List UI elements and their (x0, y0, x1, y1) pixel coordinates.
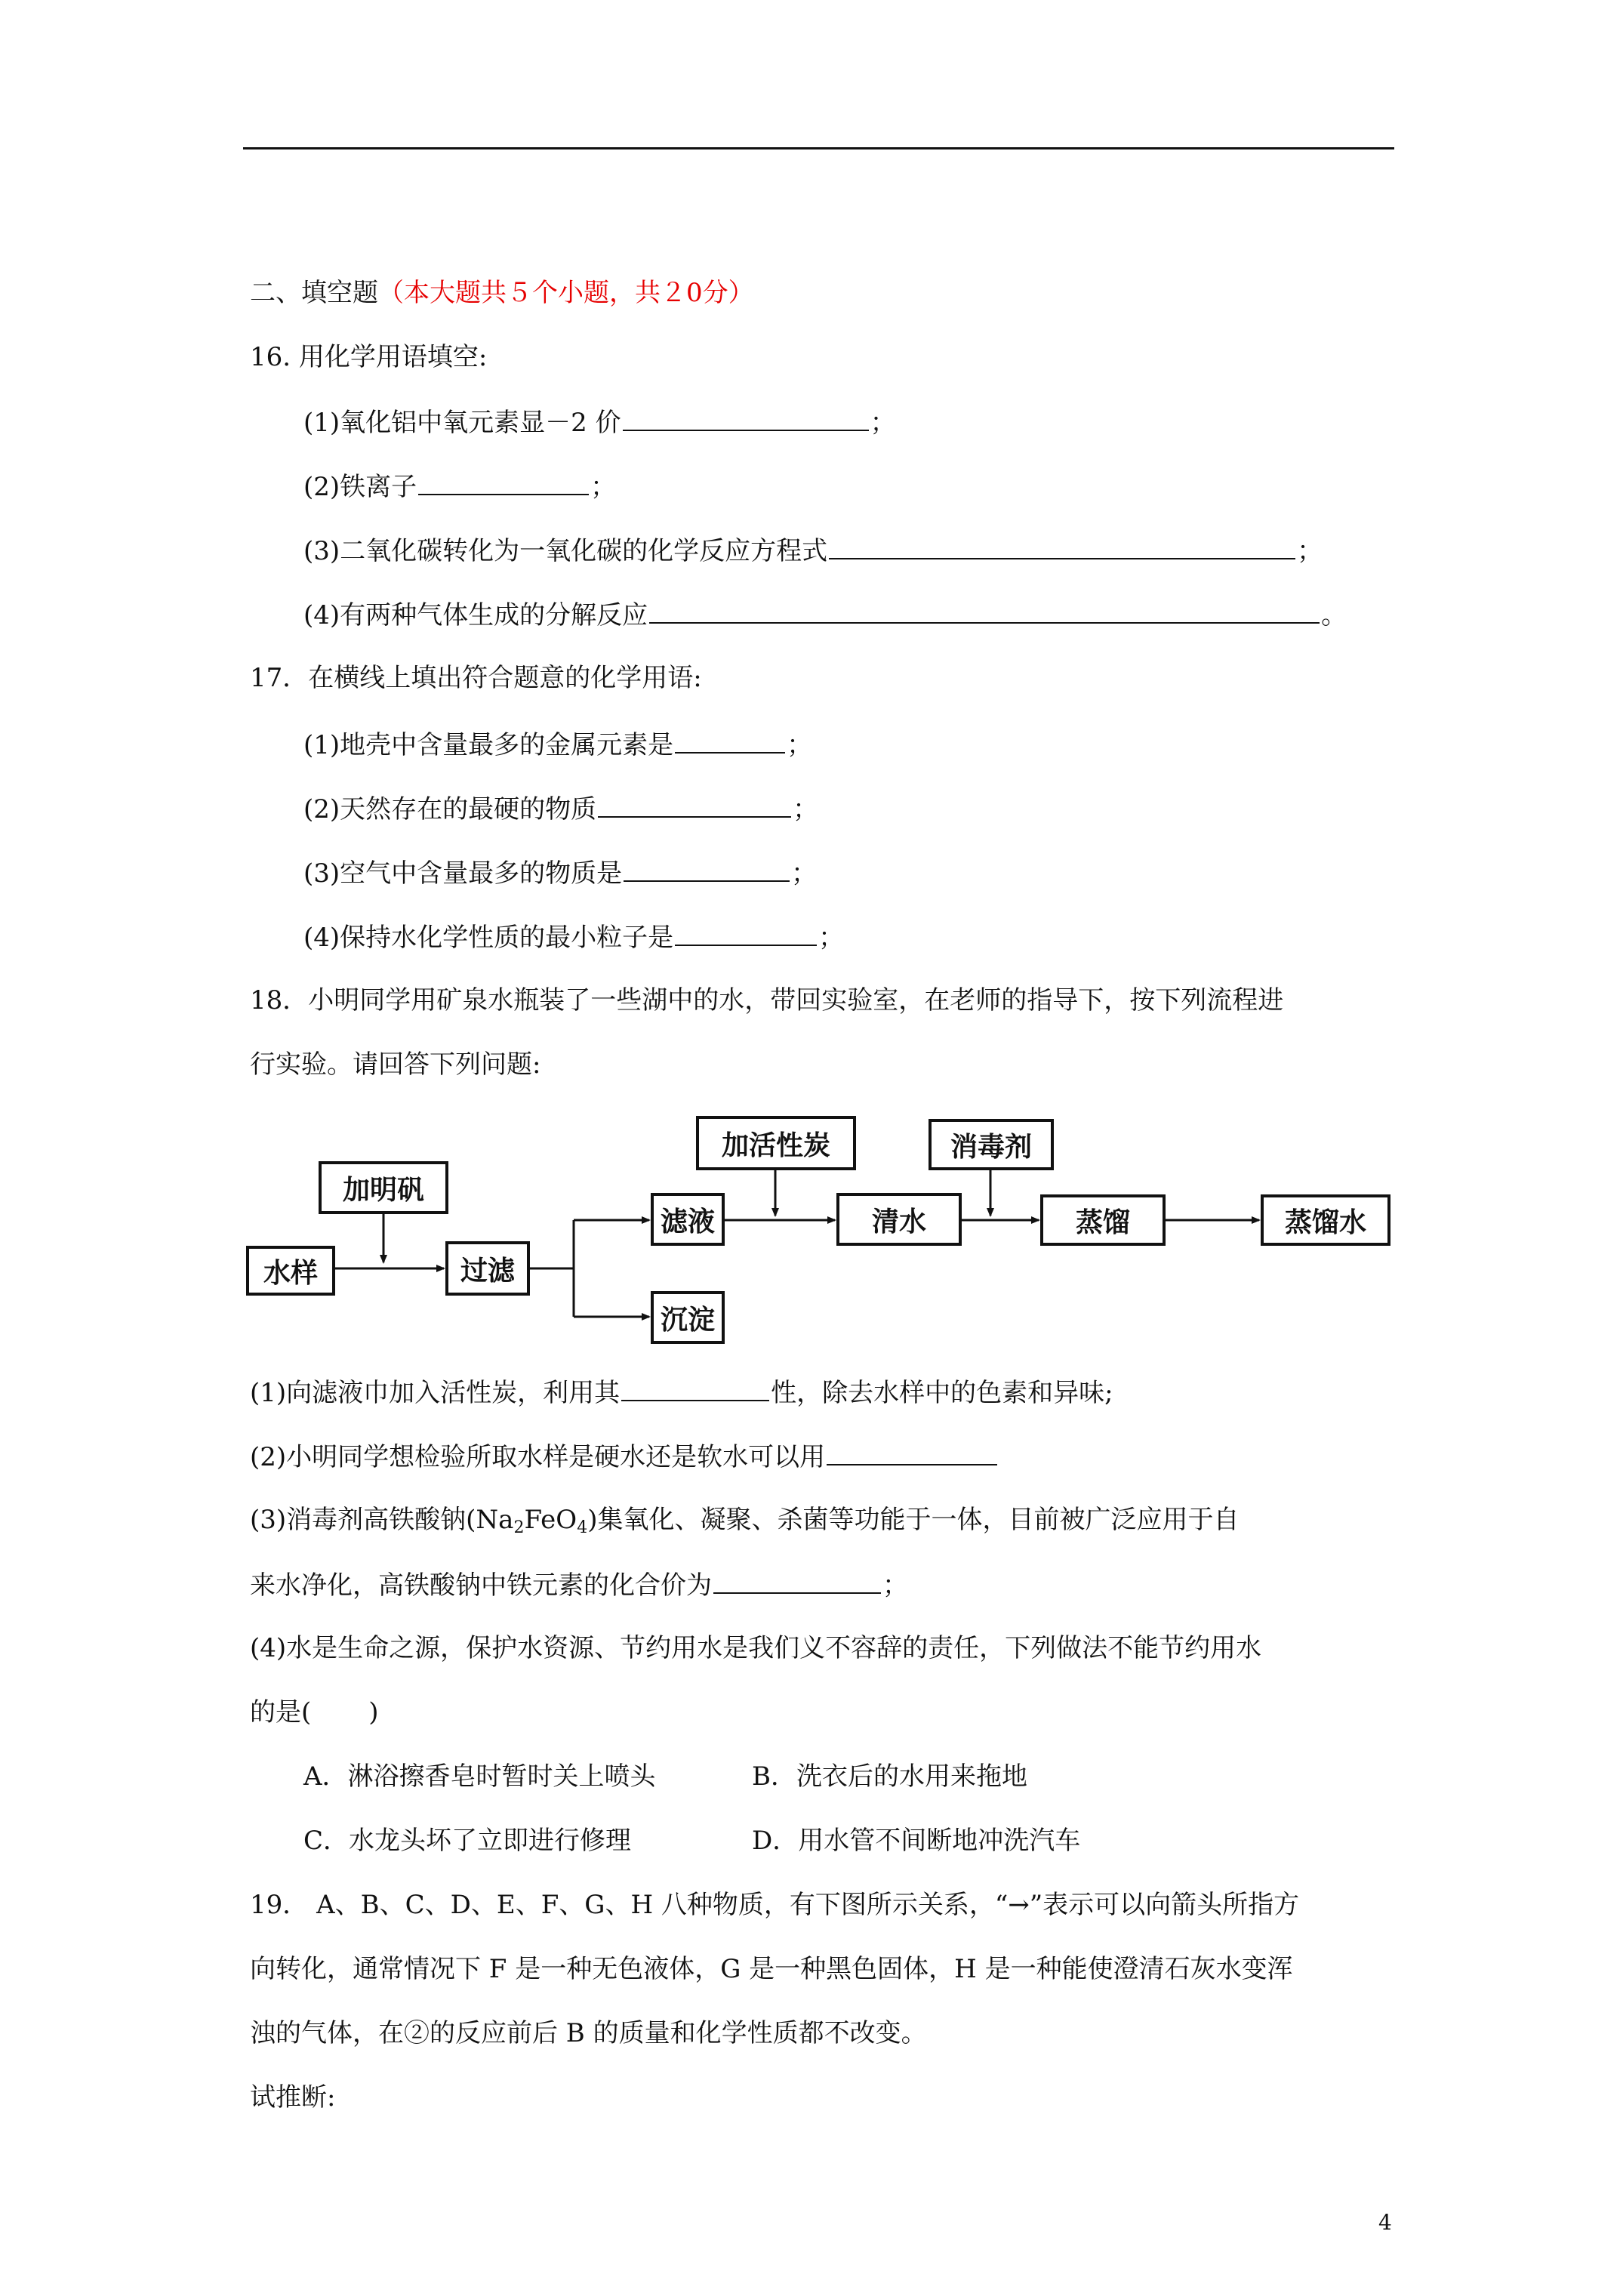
answer-blank[interactable] (829, 532, 1295, 559)
q16-item-4 (303, 596, 1347, 633)
box-precipitate: 沉淀 (651, 1291, 725, 1344)
answer-blank[interactable] (675, 726, 785, 754)
q18-stem-line2: 行实验。请回答下列问题: (250, 1049, 541, 1080)
q18-sub4-paren-close: ) (368, 1697, 379, 1727)
q17-item-2-text: (2)天然存在的最硬的物质 (303, 794, 597, 824)
q17-item-4-text: (4)保持水化学性质的最小粒子是 (303, 923, 674, 953)
q19-line4: 试推断: (250, 2082, 336, 2113)
q18-sub3-text-c: )集氧化、凝聚、杀菌等功能于一体，目前被广泛应用于自 (587, 1505, 1240, 1535)
q18-stem-line1: 18．小明同学用矿泉水瓶装了一些湖中的水，带回实验室，在老师的指导下，按下列流程进 (250, 985, 1284, 1015)
q16-item-3 (303, 532, 1323, 569)
q17-item-1 (303, 726, 812, 763)
box-distilled-water: 蒸馏水 (1261, 1194, 1390, 1246)
box-water-sample: 水样 (246, 1246, 335, 1296)
q18-sub3-text-b: FeO (524, 1505, 577, 1535)
q18-sub1-text-a: (1)向滤液巾加入活性炭，利用其 (250, 1378, 621, 1408)
q16-item-3-text: (3)二氧化碳转化为一氧化碳的化学反应方程式 (303, 536, 828, 566)
subscript: 2 (513, 1518, 525, 1537)
q18-sub1-text-b: 性，除去水样中的色素和异味; (771, 1378, 1113, 1408)
q18-sub3-line2 (250, 1567, 908, 1603)
header-rule (243, 147, 1394, 149)
q18-sub3-line1 (250, 1502, 1239, 1546)
box-distill: 蒸馏 (1040, 1194, 1166, 1246)
box-add-alum: 加明矾 (319, 1161, 448, 1214)
answer-blank[interactable] (598, 791, 791, 818)
q18-sub3-text-a: (3)消毒剂高铁酸钠(Na (250, 1505, 514, 1535)
q16-item-2-text: (2)铁离子 (303, 472, 417, 502)
q16-item-1 (303, 404, 896, 440)
q18-sub4-paren-open: 的是( (250, 1697, 312, 1727)
box-clear-water: 清水 (836, 1193, 962, 1246)
q18-sub2 (250, 1438, 999, 1475)
answer-blank[interactable] (623, 404, 869, 431)
q19-line3: 浊的气体，在②的反应前后 B 的质量和化学性质都不改变。 (250, 2018, 927, 2048)
q17-item-3 (303, 855, 817, 891)
q17-item-1-end: ； (787, 730, 813, 760)
section-header (250, 276, 754, 310)
q16-item-3-end: ； (1297, 536, 1323, 566)
box-add-activated-carbon: 加活性炭 (696, 1116, 856, 1170)
q17-item-3-text: (3)空气中含量最多的物质是 (303, 858, 623, 889)
q17-item-4 (303, 919, 844, 955)
q17-stem: 17．在横线上填出符合题意的化学用语: (250, 663, 702, 693)
water-purification-flowchart (243, 1108, 1413, 1350)
q16-item-4-text: (4)有两种气体生成的分解反应 (303, 600, 648, 630)
answer-blank[interactable] (675, 919, 817, 946)
answer-blank[interactable] (649, 596, 1320, 624)
q18-sub4-line1: (4)水是生命之源，保护水资源、节约用水是我们义不容辞的责任，下列做法不能节约用水 (250, 1633, 1262, 1663)
q16-item-2-end: ； (590, 472, 617, 502)
option-b: B．洗衣后的水用来拖地 (752, 1761, 1027, 1792)
option-c: C．水龙头坏了立即进行修理 (303, 1826, 632, 1856)
page-number: 4 (1378, 2210, 1392, 2235)
q19-line1: 19． A、B、C、D、E、F、G、H 八种物质，有下图所示关系，“→”表示可以向箭头所指方 (250, 1890, 1300, 1920)
q19-line2: 向转化，通常情况下 F 是一种无色液体，G 是一种黑色固体，H 是一种能使澄清石灰水变浑 (250, 1954, 1293, 1984)
section-title: 二、填空题 (250, 278, 378, 308)
q17-item-4-end: ； (818, 923, 845, 953)
q17-item-2-end: ； (793, 794, 819, 824)
q16-item-1-end: ； (870, 408, 896, 438)
answer-blank[interactable] (713, 1567, 881, 1594)
q18-sub1 (250, 1374, 1113, 1410)
box-disinfectant: 消毒剂 (929, 1119, 1054, 1170)
q16-item-2 (303, 468, 616, 504)
q18-sub2-text: (2)小明同学想检验所取水样是硬水还是软水可以用 (250, 1442, 826, 1472)
q16-item-4-end: 。 (1321, 600, 1347, 630)
section-note: （本大题共５个小题，共２0分） (378, 278, 754, 308)
q18-sub3-end: ； (882, 1570, 908, 1601)
answer-blank[interactable] (621, 1374, 769, 1401)
q17-item-3-end: ； (791, 858, 818, 889)
answer-blank[interactable] (624, 855, 790, 882)
option-d: D．用水管不间断地冲洗汽车 (752, 1826, 1081, 1856)
q17-item-2 (303, 791, 818, 827)
subscript: 4 (577, 1518, 588, 1537)
answer-blank[interactable] (827, 1438, 997, 1465)
option-a: A．淋浴擦香皂时暂时关上喷头 (303, 1761, 656, 1792)
box-filter: 过滤 (445, 1241, 530, 1296)
q17-item-1-text: (1)地壳中含量最多的金属元素是 (303, 730, 674, 760)
q18-sub4-line2 (250, 1695, 379, 1730)
answer-blank[interactable] (418, 468, 589, 495)
q16-stem: 16. 用化学用语填空: (250, 342, 488, 372)
q18-sub3-line2-text: 来水净化，高铁酸钠中铁元素的化合价为 (250, 1570, 712, 1601)
box-filtrate: 滤液 (651, 1193, 725, 1246)
q16-item-1-text: (1)氧化铝中氧元素显－2 价 (303, 408, 621, 438)
